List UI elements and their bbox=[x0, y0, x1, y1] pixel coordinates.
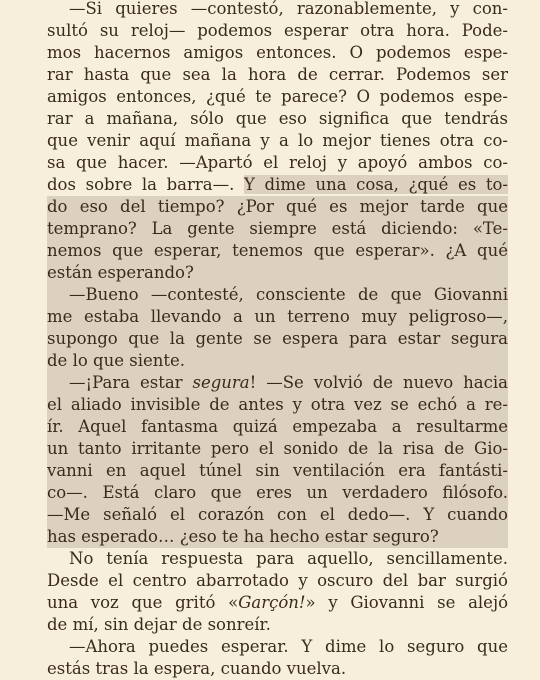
highlighted-line[interactable]: de lo que siente. bbox=[47, 350, 508, 372]
text-line bbox=[47, 592, 508, 614]
text-line: rar hasta que sea la hora de cerrar. Podemos ser bbox=[47, 65, 508, 84]
highlighted-line[interactable]: vanni en aquel túnel sin ventilación era fantásti- bbox=[47, 461, 508, 480]
highlighted-line[interactable] bbox=[47, 372, 508, 394]
highlighted-line[interactable]: el aliado invisible de antes y otra vez se echó a re- bbox=[47, 395, 508, 414]
text-line: —Si quieres —contestó, razonablemente, y con- bbox=[69, 0, 508, 18]
highlight-selection[interactable] bbox=[47, 196, 508, 548]
text-segment: » y Giovanni se alejó bbox=[305, 593, 508, 612]
text-line bbox=[47, 174, 508, 196]
emphasis-text: Garçón! bbox=[238, 593, 306, 612]
text-line: sa que hacer. —Apartó el reloj y apoyó ambos co- bbox=[47, 153, 508, 172]
emphasis-text: segura bbox=[192, 373, 250, 392]
text-line: de mí, sin dejar de sonreír. bbox=[47, 615, 271, 634]
highlighted-line[interactable]: —Me señaló el corazón con el dedo—. Y cuando bbox=[47, 505, 508, 524]
highlighted-line[interactable]: nemos que esperar, tenemos que esperar». ¿A qué bbox=[47, 241, 508, 260]
text-segment: —¡Para estar bbox=[69, 373, 193, 392]
highlighted-line[interactable]: ír. Aquel fantasma quizá empezaba a resultarme bbox=[47, 417, 508, 436]
text-line: Desde el centro abarrotado y oscuro del bar surgió bbox=[47, 571, 508, 590]
text-line: estás tras la espera, cuando vuelva. bbox=[47, 659, 347, 678]
highlighted-line[interactable]: co—. Está claro que eres un verdadero filósofo. bbox=[47, 483, 508, 502]
highlighted-line[interactable]: do eso del tiempo? ¿Por qué es mejor tarde que bbox=[47, 197, 508, 216]
highlighted-text[interactable]: Y dime una cosa, ¿qué es to- bbox=[244, 175, 508, 194]
text-line: No tenía respuesta para aquello, sencillamente. bbox=[69, 549, 508, 568]
highlighted-line[interactable]: has esperado… ¿eso te ha hecho estar seguro? bbox=[47, 526, 508, 548]
highlighted-line[interactable]: están esperando? bbox=[47, 262, 508, 284]
highlighted-line[interactable]: un tanto irritante pero el sonido de la risa de Gio- bbox=[47, 439, 508, 458]
highlighted-line[interactable]: me estaba llevando a un terreno muy peligroso—, bbox=[47, 307, 508, 326]
text-segment: ! —Se volvió de nuevo hacia bbox=[249, 373, 508, 392]
text-line: rar a mañana, sólo que eso significa que tendrás bbox=[47, 109, 508, 128]
text-line: amigos entonces, ¿qué te parece? O podemos espe- bbox=[47, 87, 508, 106]
highlighted-line[interactable]: —Bueno —contesté, consciente de que Giovanni bbox=[47, 284, 508, 306]
text-line: —Ahora puedes esperar. Y dime lo seguro que bbox=[69, 637, 508, 656]
highlighted-line[interactable]: supongo que la gente se espera para estar segura bbox=[47, 329, 508, 348]
text-segment: una voz que gritó « bbox=[47, 593, 239, 612]
text-line: que venir aquí mañana y a lo mejor tienes otra co- bbox=[47, 131, 508, 150]
text-line: sultó su reloj— podemos esperar otra hora. Pode- bbox=[47, 21, 508, 40]
highlighted-line[interactable]: temprano? La gente siempre está diciendo: «Te- bbox=[47, 219, 508, 238]
text-line: mos hacernos amigos entonces. O podemos espe- bbox=[47, 43, 508, 62]
text-segment: dos sobre la barra—. bbox=[47, 175, 245, 194]
